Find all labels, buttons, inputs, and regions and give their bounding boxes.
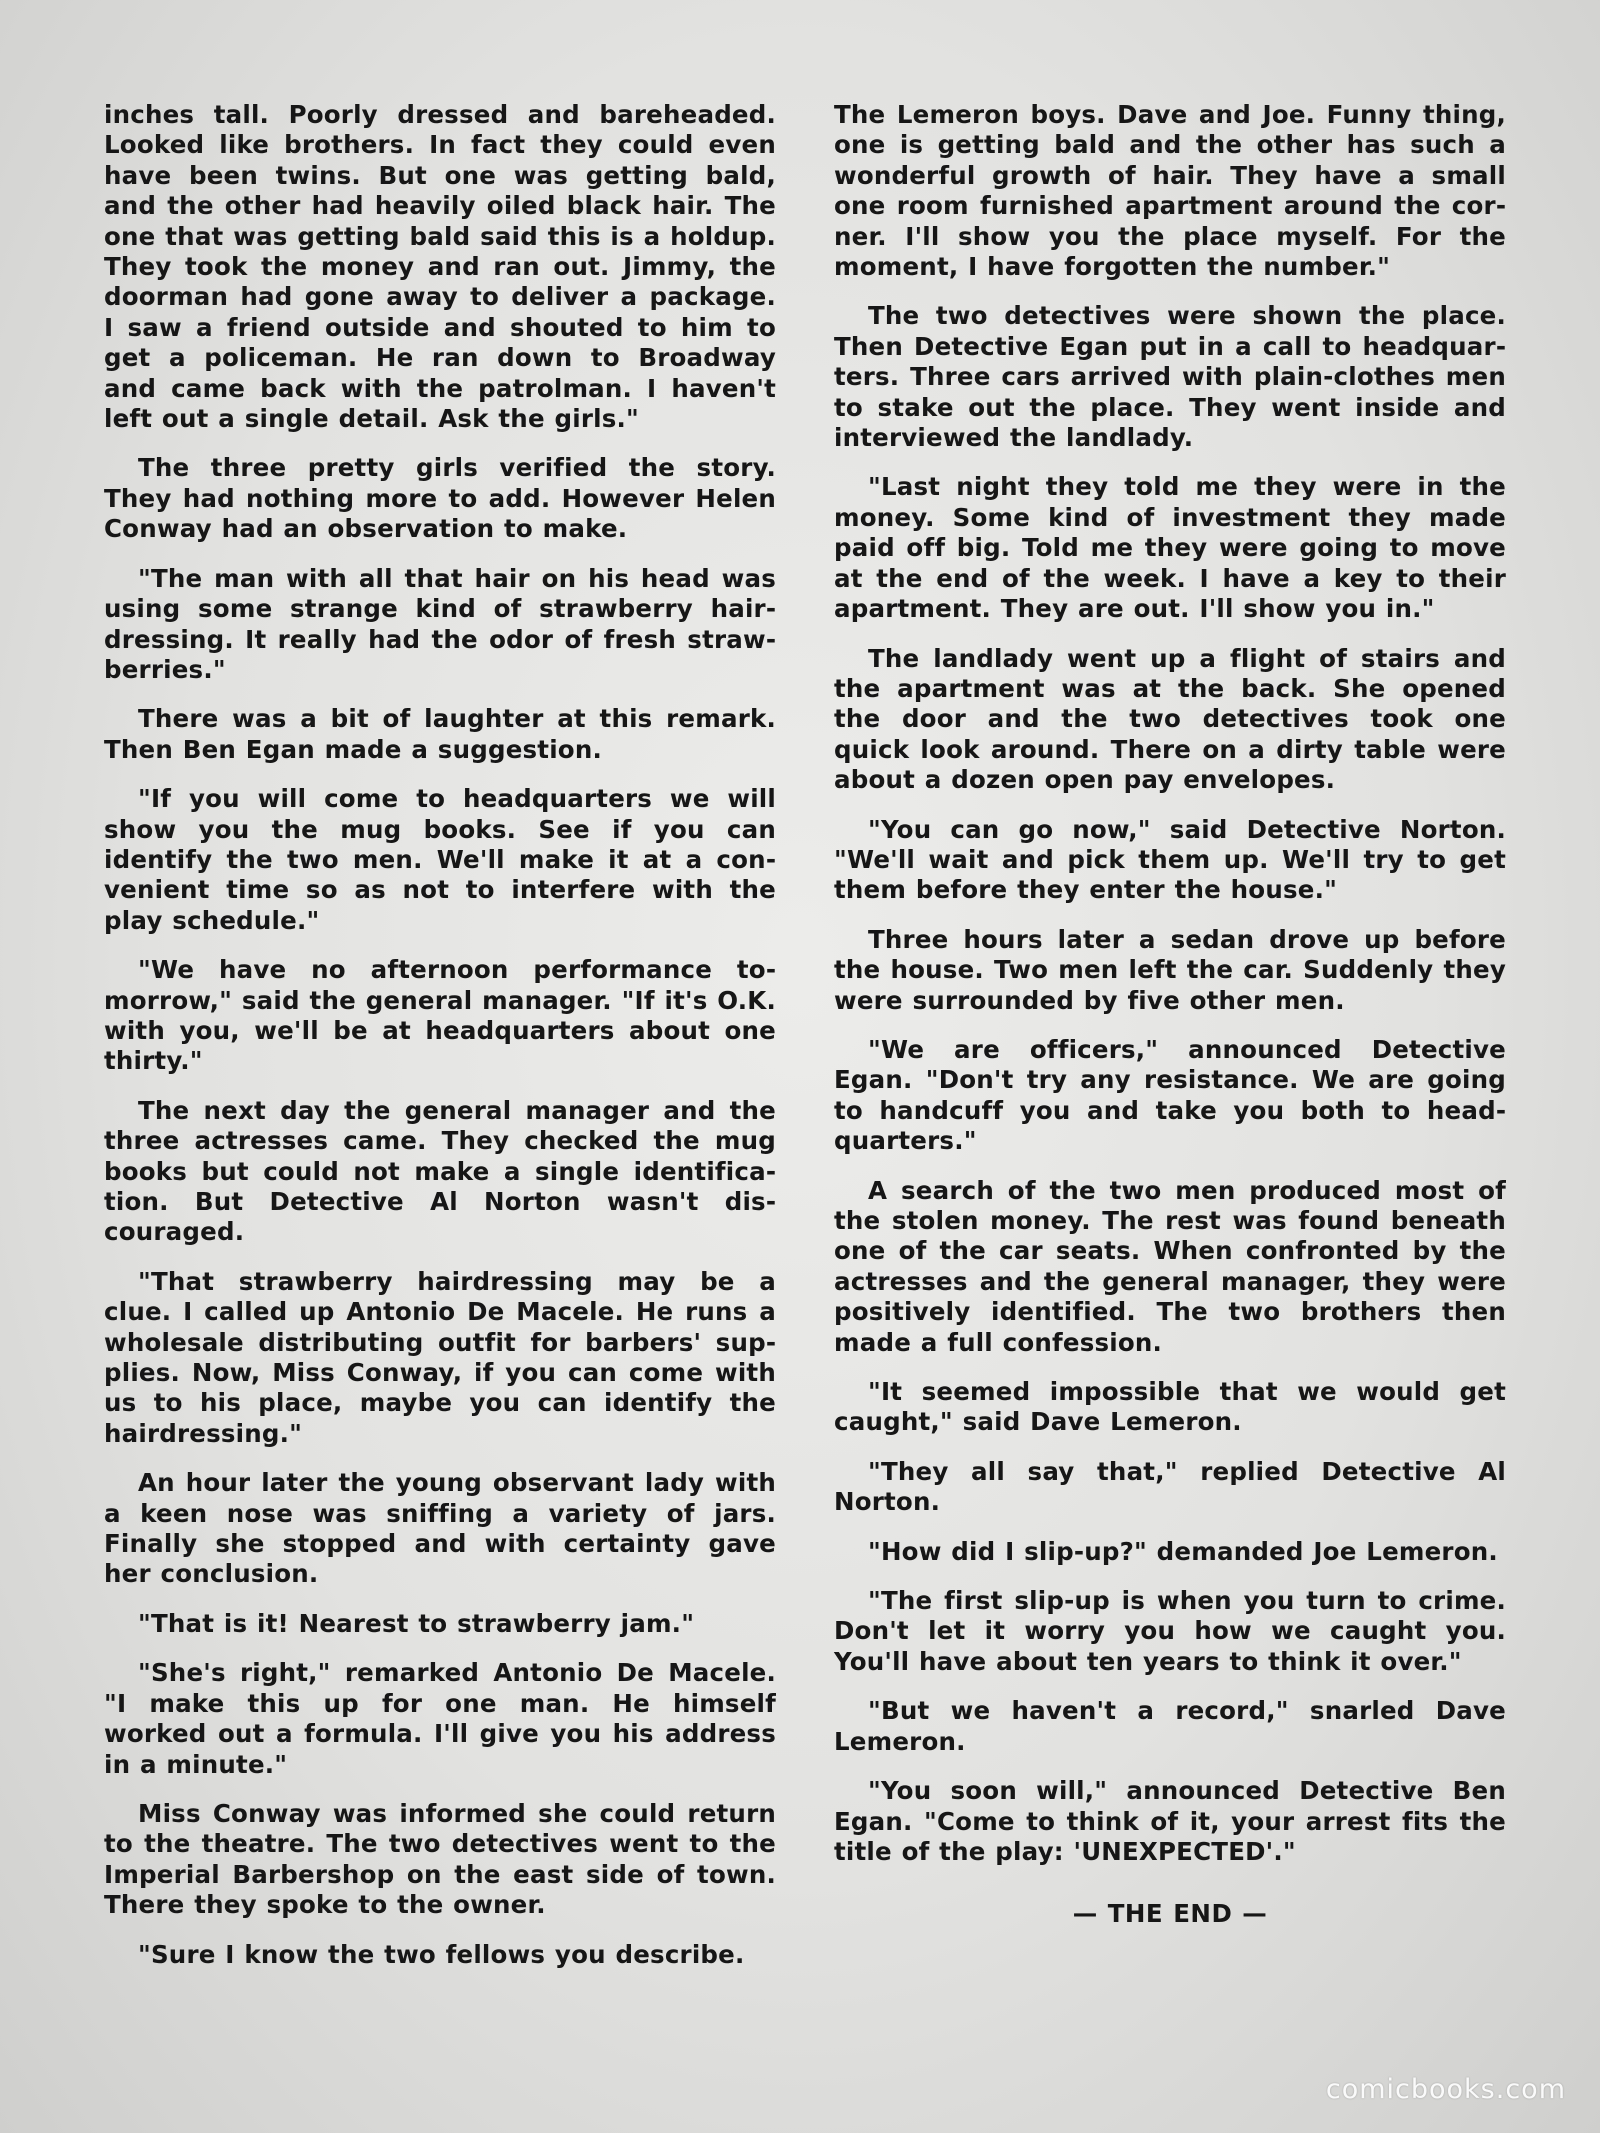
paragraph: "How did I slip-up?" demanded Joe Lemeron. [868,1536,1498,1566]
paragraph: "The first slip-up is when you turn to crime. Don't let it worry you how we caught you. You'll have about ten years to think it over." [834,1586,1506,1676]
paragraph: inches tall. Poorly dressed and bareheaded. Looked like brothers. In fact they could even have been twins. But one was getting bald, and the other had heavily oiled black hair. The one that was getting bald said this is a holdup. They took the money and ran out. Jimmy, the doorman had gone away to deliver a package. I saw a friend outside and shouted to him to get a policeman. He ran down to Broadway and came back with the patrolman. I haven't left out a single detail. Ask the girls." [104,100,776,434]
paragraph: Miss Conway was informed she could return to the theatre. The two detectives went to the Imperial Barbershop on the east side of town. There they spoke to the owner. [104,1798,776,1920]
paragraph: An hour later the young observant lady with a keen nose was sniffing a variety of jars. Finally she stopped and with certainty gave her conclusion. [104,1468,776,1589]
paragraph: Three hours later a sedan drove up before the house. Two men left the car. Suddenly they were surrounded by five other men. [834,924,1506,1015]
the-end-marker: — THE END — [1072,1899,1268,1929]
paragraph: There was a bit of laughter at this remark. Then Ben Egan made a suggestion. [104,704,776,764]
paragraph: The landlady went up a flight of stairs and the apartment was at the back. She opened the door and the two detectives took one quick look around. There on a dirty table were about a dozen open pay envelopes. [834,643,1506,795]
left-text-column [104,100,776,1989]
paragraph: "It seemed impossible that we would get caught," said Dave Lemeron. [834,1377,1506,1437]
paragraph: "But we haven't a record," snarled Dave Lemeron. [834,1696,1506,1756]
paragraph: The next day the general manager and the three actresses came. They checked the mug books but could not make a single identification. But Detective Al Norton wasn't discouraged. [104,1095,776,1247]
paragraph: "She's right," remarked Antonio De Macele. "I make this up for one man. He himself worked out a formula. I'll give you his address in a minute." [104,1658,776,1779]
paragraph: A search of the two men produced most of the stolen money. The rest was found beneath one of the car seats. When confronted by the actresses and the general manager, they were positively identified. The two brothers then made a full confession. [834,1175,1506,1357]
paragraph: "That is it! Nearest to strawberry jam." [138,1608,695,1638]
paragraph: "You soon will," announced Detective Ben Egan. "Come to think of it, your arrest fits the title of the play: 'UNEXPECTED'." [834,1776,1506,1866]
paragraph: "The man with all that hair on his head was using some strange kind of strawberry hairdressing. It really had the odor of fresh strawberries." [104,563,776,684]
paragraph: "That strawberry hairdressing may be a clue. I called up Antonio De Macele. He runs a wholesale distributing outfit for barbers' supplies. Now, Miss Conway, if you can come with us to his place, maybe you can identify the hairdressing." [104,1266,776,1448]
paragraph: "They all say that," replied Detective Al Norton. [834,1456,1506,1517]
watermark: comicbooks.com [1325,2074,1566,2105]
paragraph: The Lemeron boys. Dave and Joe. Funny thing, one is getting bald and the other has such a wonderful growth of hair. They have a small one room furnished apartment around the corner. I'll show you the place myself. For the moment, I have forgotten the number." [834,100,1506,282]
paragraph: "If you will come to headquarters we will show you the mug books. See if you can identify the two men. We'll make it at a convenient time so as not to interfere with the play schedule." [104,784,776,935]
paragraph: "We have no afternoon performance tomorrow," said the general manager. "If it's O.K. with you, we'll be at headquarters about one thirty." [104,955,776,1076]
paragraph: The two detectives were shown the place. Then Detective Egan put in a call to headquarters. Three cars arrived with plain-clothes men to stake out the place. They went inside and interviewed the landlady. [834,301,1506,453]
paragraph: The three pretty girls verified the story. They had nothing more to add. However Helen Conway had an observation to make. [104,453,776,544]
paragraph: "Sure I know the two fellows you describe. [138,1939,745,1969]
paragraph: "Last night they told me they were in the money. Some kind of investment they made paid off big. Told me they were going to move at the end of the week. I have a key to their apartment. They are out. I'll show you in." [834,472,1506,624]
paragraph: "You can go now," said Detective Norton. "We'll wait and pick them up. We'll try to get them before they enter the house." [834,814,1506,905]
paragraph: "We are officers," announced Detective Egan. "Don't try any resistance. We are going to handcuff you and take you both to headquarters." [834,1034,1506,1156]
right-text-column [834,100,1506,1949]
